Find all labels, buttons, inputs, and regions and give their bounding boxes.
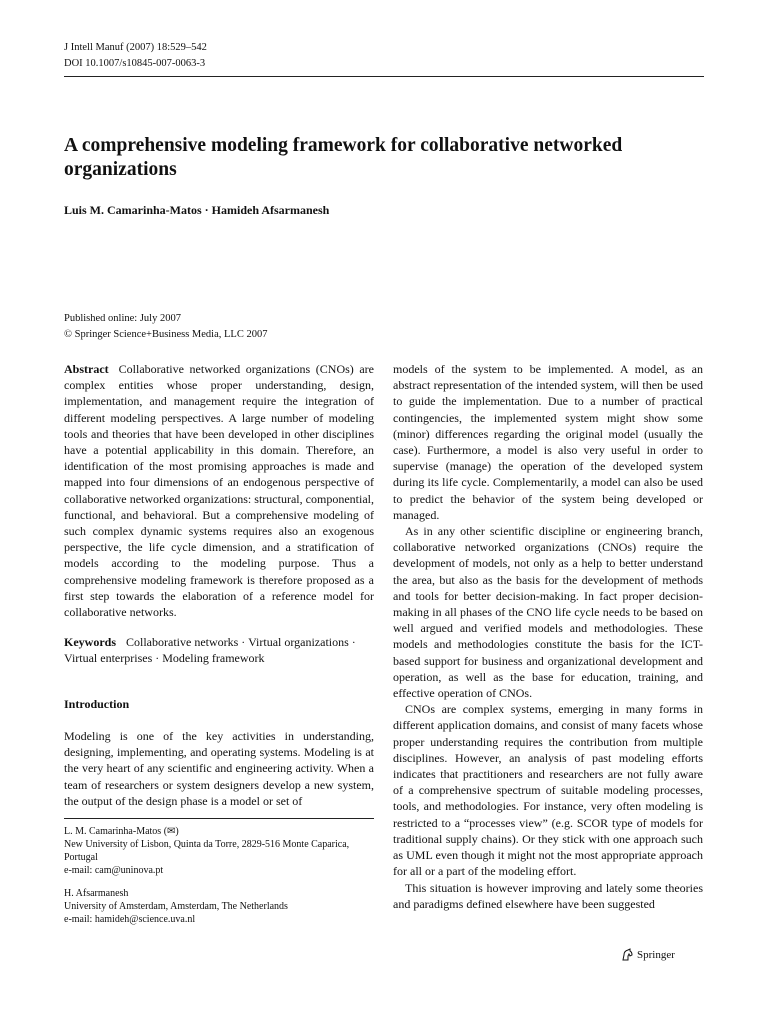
doi: DOI 10.1007/s10845-007-0063-3 bbox=[64, 58, 206, 69]
author-list: Luis M. Camarinha-Matos · Hamideh Afsarmanesh bbox=[64, 203, 330, 217]
affiliation-name: L. M. Camarinha-Matos (✉) bbox=[64, 826, 179, 837]
affiliation-institution: New University of Lisbon, Quinta da Torre, 2829-516 Monte Caparica, Portugal bbox=[64, 839, 350, 863]
keywords-block bbox=[64, 634, 374, 666]
publisher-footer bbox=[620, 948, 675, 962]
copyright: © Springer Science+Business Media, LLC 2007 bbox=[64, 329, 268, 340]
footnote-separator bbox=[64, 818, 374, 819]
affiliation-2 bbox=[64, 887, 374, 926]
publication-info bbox=[64, 311, 267, 343]
header-rule bbox=[64, 76, 704, 77]
paper-title: A comprehensive modeling framework for collaborative networked organizations bbox=[64, 135, 623, 180]
affiliation-name: H. Afsarmanesh bbox=[64, 888, 129, 899]
introduction-paragraph: Modeling is one of the key activities in understanding, designing, implementing, and operating systems. Modeling is at the very heart of any scientific and engineering activity. When a team of researchers or system designers develop a new system, the output of the design phase is a model or set of bbox=[64, 729, 374, 808]
abstract-block bbox=[64, 361, 374, 620]
body-paragraph: This situation is however improving and lately some theories and paradigms defined elsewhere have been suggested bbox=[393, 880, 703, 911]
affiliation-institution: University of Amsterdam, Amsterdam, The Netherlands bbox=[64, 901, 288, 912]
affiliation-email: e-mail: hamideh@science.uva.nl bbox=[64, 914, 196, 925]
journal-citation: J Intell Manuf (2007) 18:529–542 bbox=[64, 42, 207, 53]
abstract-text: Collaborative networked organizations (CNOs) are complex entities whose proper understanding, design, implementation, and management require the integration of different modeling perspectives. A large number of modeling tools and theories that have been developed in other disciplines have a potential applicability in this domain. Therefore, an identification of the most promising approaches is made and mapped into four dimensions of an endogenous perspective of collaborative networked organizations: structural, componential, functional, and behavioral. But a comprehensive modeling of such complex dynamic systems requires also an exogenous perspective, the life cycle dimension, and a stratification of models according to the modeling purpose. Thus a comprehensive modeling framework is therefore proposed as a first step towards the elaboration of a reference model for collaborative networks. bbox=[64, 362, 374, 620]
affiliation-1 bbox=[64, 825, 374, 877]
springer-horse-icon bbox=[620, 948, 634, 962]
introduction-text-block bbox=[64, 728, 374, 809]
section-heading-introduction: Introduction bbox=[64, 697, 130, 711]
journal-header bbox=[64, 40, 207, 72]
keywords-text: Collaborative networks · Virtual organizations · Virtual enterprises · Modeling framework bbox=[64, 635, 356, 666]
body-paragraph: models of the system to be implemented. A model, as an abstract representation of the intended system, will then be used to guide the implementation. Due to a number of practical contingencies, the implemented system might show some (minor) differences regarding the original model (usually the case). Furthermore, a model is also very useful in order to supervise (manage) the operation of the developed system during its life cycle. Complementarily, a model can also be used to predict the behavior of the system being developed or managed. bbox=[393, 362, 703, 522]
published-date: Published online: July 2007 bbox=[64, 313, 181, 324]
publisher-name: Springer bbox=[637, 949, 675, 961]
body-paragraph: As in any other scientific discipline or engineering branch, collaborative networked organizations (CNOs) require the development of models, not only as a help to better understand the area, but also as the basis for the development of methods and tools for better decision-making. In fact proper decision-making in all phases of the CNO life cycle needs to be based on well argued and verified models and methodologies. These models and methodologies constitute the basis for the ICT-based support for business and organizational development and operation, as well as the base for education, training, and effective operation of CNOs. bbox=[393, 524, 703, 701]
abstract-label: Abstract bbox=[64, 362, 109, 376]
keywords-label: Keywords bbox=[64, 635, 116, 649]
right-column bbox=[393, 361, 703, 912]
body-paragraph: CNOs are complex systems, emerging in many forms in different application domains, and consist of many facets whose proper understanding requires the contribution from multiple disciplines. However, an analysis of past modeling efforts indicates that practitioners and researchers are not fully aware of a comprehensive spectrum of suitable modeling processes, tools, and methodologies. For instance, very often modeling is restricted to a “processes view” (e.g. SCOR type of models for traditional supply chains). Or they stick with one approach such as UML even though it might not the most appropriate approach for all or a part of the modeling effort. bbox=[393, 702, 703, 879]
affiliation-email: e-mail: cam@uninova.pt bbox=[64, 865, 164, 876]
